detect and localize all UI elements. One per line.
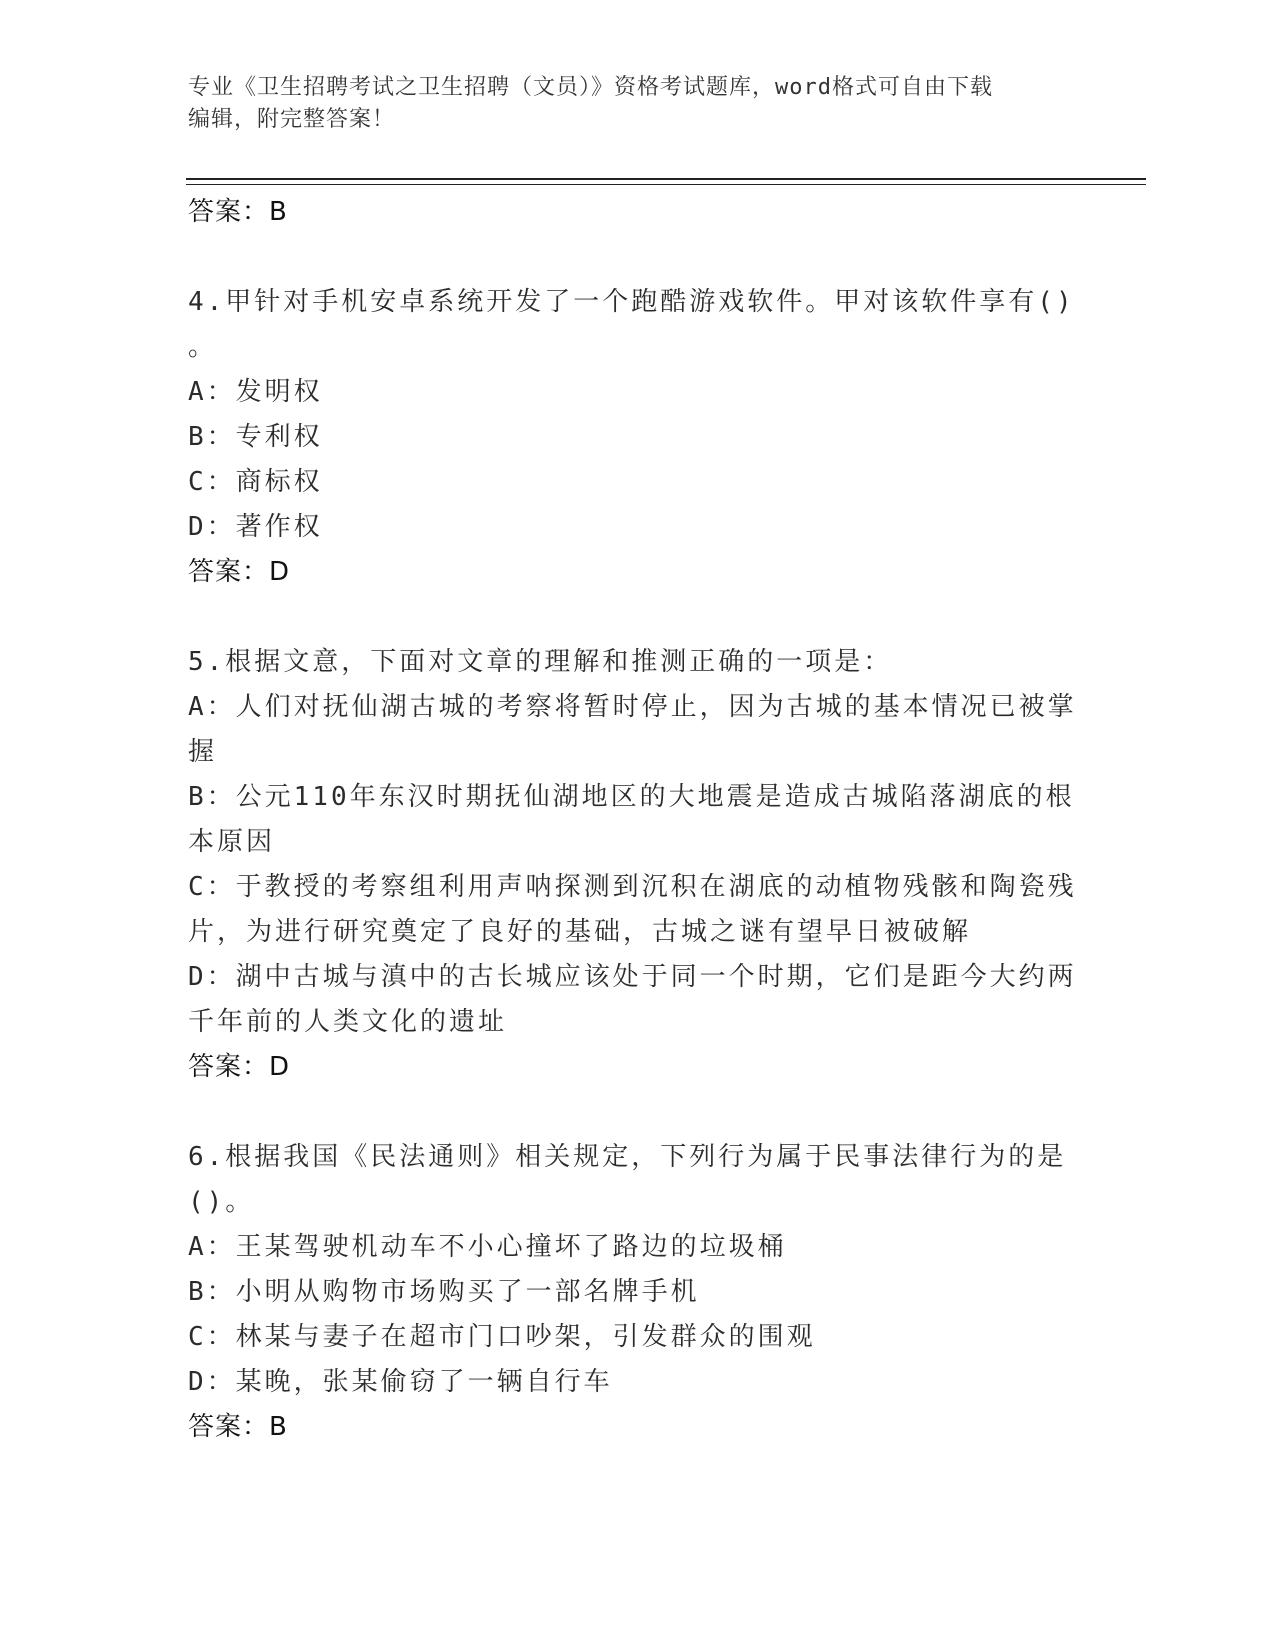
question-stem-line: ()。 [188,1187,255,1217]
option-a: A：王某驾驶机动车不小心撞坏了路边的垃圾桶 [188,1232,787,1262]
header-rule-thick [186,178,1146,180]
option-d: D：著作权 [188,512,323,542]
answer: 答案：B [188,1412,288,1442]
question-6 [188,1135,1088,1450]
option-b: B：小明从购物市场购买了一部名牌手机 [188,1277,700,1307]
option-d: D：某晚，张某偷窃了一辆自行车 [188,1367,613,1397]
option-c: C：于教授的考察组利用声呐探测到沉积在湖底的动植物残骸和陶瓷残 [188,872,1077,902]
option-d-continued: 千年前的人类文化的遗址 [188,1007,508,1037]
header-line-2: 编辑，附完整答案！ [188,107,396,132]
header-rule-thin [186,184,1146,185]
option-b: B：公元110年东汉时期抚仙湖地区的大地震是造成古城陷落湖底的根 [188,782,1075,812]
option-a: A：人们对抚仙湖古城的考察将暂时停止，因为古城的基本情况已被掌 [188,692,1077,722]
header-line-1: 专业《卫生招聘考试之卫生招聘（文员）》资格考试题库，word格式可自由下载 [188,75,993,100]
question-stem-line: 。 [188,332,218,362]
option-c: C：林某与妻子在超市门口吵架，引发群众的围观 [188,1322,816,1352]
question-stem-line: 4.甲针对手机安卓系统开发了一个跑酷游戏软件。甲对该软件享有() [188,287,1075,317]
previous-answer: 答案：B [188,197,288,227]
option-a: A：发明权 [188,377,323,407]
question-list [188,190,1088,1450]
option-a-continued: 握 [188,737,218,767]
answer: 答案：D [188,557,291,587]
option-d: D：湖中古城与滇中的古长城应该处于同一个时期，它们是距今大约两 [188,962,1077,992]
question-stem-line: 5.根据文意，下面对文章的理解和推测正确的一项是： [188,647,893,677]
option-b-continued: 本原因 [188,827,276,857]
option-b: B：专利权 [188,422,323,452]
option-c: C：商标权 [188,467,323,497]
question-5 [188,640,1088,1090]
answer: 答案：D [188,1052,291,1082]
option-c-continued: 片，为进行研究奠定了良好的基础，古城之谜有望早日被破解 [188,917,972,947]
question-4 [188,280,1088,595]
document-header [188,72,1068,136]
question-stem-line: 6.根据我国《民法通则》相关规定，下列行为属于民事法律行为的是 [188,1142,1067,1172]
